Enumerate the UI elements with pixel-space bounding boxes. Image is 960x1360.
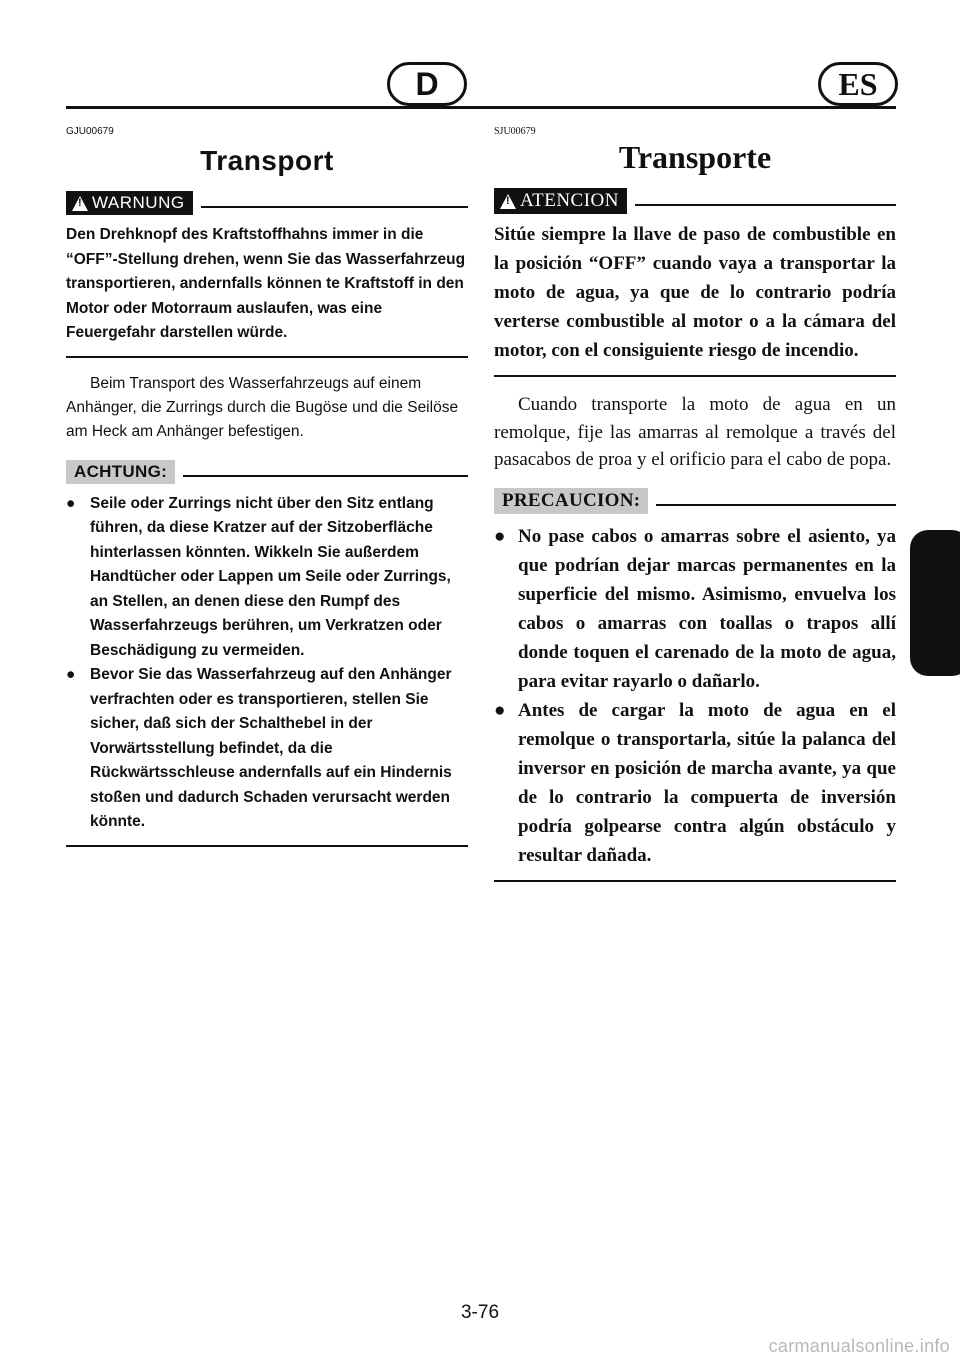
caution-header-rule (656, 504, 896, 506)
warning-label: WARNUNG (92, 193, 185, 212)
section-title: Transporte (618, 139, 772, 175)
header-rule (66, 106, 896, 109)
warning-badge (494, 188, 627, 214)
caution-list (66, 492, 468, 835)
caution-label: ACHTUNG: (66, 460, 175, 484)
watermark: carmanualsonline.info (768, 1336, 950, 1356)
caution-header-rule (183, 475, 468, 477)
caution-header (494, 488, 896, 514)
section-code: GJU00679 (66, 126, 114, 137)
warning-end-rule (66, 356, 468, 358)
warning-triangle-icon (500, 194, 516, 209)
list-item: ● Bevor Sie das Wasserfahrzeug auf den Anhänger verfrachten oder es transportieren, stellen Sie sicher, daß sich der Schalthebel in der Vorwärtsstellung befindet, da die Rückwärtsschleuse andernfalls auf ein Hindernis stoßen und dadurch Schaden verursacht werden könnte. (66, 663, 468, 835)
warning-header-rule (201, 206, 468, 208)
body-paragraph: Beim Transport des Wasserfahrzeugs auf einem Anhänger, die Zurrings durch die Bugöse und die Seilöse am Heck am Anhänger befestigen. (66, 374, 459, 440)
caution-header (66, 460, 468, 484)
caution-end-rule (66, 845, 468, 847)
warning-badge (66, 191, 193, 215)
language-tab-es: ES (818, 62, 898, 106)
warning-text: Den Drehknopf des Kraftstoffhahns immer in die “OFF”-Stellung drehen, wenn Sie das Wasserfahrzeug transportieren, andernfalls können te Kraftstoff in den Motor oder Motorraum auslaufen, was eine Feuergefahr darstellen würde. (66, 226, 466, 341)
warning-header (66, 191, 468, 215)
caution-end-rule (494, 880, 896, 882)
section-title: Transport (200, 145, 334, 176)
language-tab-de: D (387, 62, 467, 106)
chapter-side-tab (910, 530, 960, 676)
column-spanish (494, 118, 896, 882)
warning-header-rule (635, 204, 896, 206)
list-item: ● Antes de cargar la moto de agua en el remolque o transportarla, sitúe la palanca del inversor en posición de marcha avante, ya que de lo contrario la compuerta de inversión podría golpearse contra algún obstáculo y resultar dañada. (494, 696, 896, 870)
warning-triangle-icon (72, 196, 88, 211)
warning-label: ATENCION (520, 190, 619, 211)
section-code: SJU00679 (494, 126, 536, 137)
list-item: ● No pase cabos o amarras sobre el asiento, ya que podrían dejar marcas permanentes en la superficie del mismo. Asimismo, envuelva los cabos o amarras con toallas o trapos allí donde toquen el carenado de la moto de agua, para evitar rayarlo o dañarlo. (494, 522, 896, 696)
body-paragraph: Cuando transporte la moto de agua en un remolque, fije las amarras al remolque a través del pasacabos de proa y el orificio para el cabo de popa. (494, 394, 896, 470)
page-number: 3-76 (460, 1302, 500, 1323)
caution-label: PRECAUCION: (494, 488, 648, 514)
warning-text: Sitúe siempre la llave de paso de combustible en la posición “OFF” cuando vaya a transportar la moto de agua, ya que de lo contrario podría verterse combustible al motor o a la cámara del motor, con el consiguiente riesgo de incendio. (494, 224, 896, 361)
warning-end-rule (494, 375, 896, 377)
list-item: ● Seile oder Zurrings nicht über den Sitz entlang führen, da diese Kratzer auf der Sitzoberfläche hinterlassen könnten. Wikkeln Sie außerdem Handtücher oder Lappen um Seile oder Zurrings, an Stellen, an denen diese den Rumpf des Wasserfahrzeugs berühren, um Verkratzen oder Beschädigung zu vermeiden. (66, 492, 468, 664)
warning-header (494, 188, 896, 214)
caution-list (494, 522, 896, 870)
column-german (66, 118, 468, 847)
